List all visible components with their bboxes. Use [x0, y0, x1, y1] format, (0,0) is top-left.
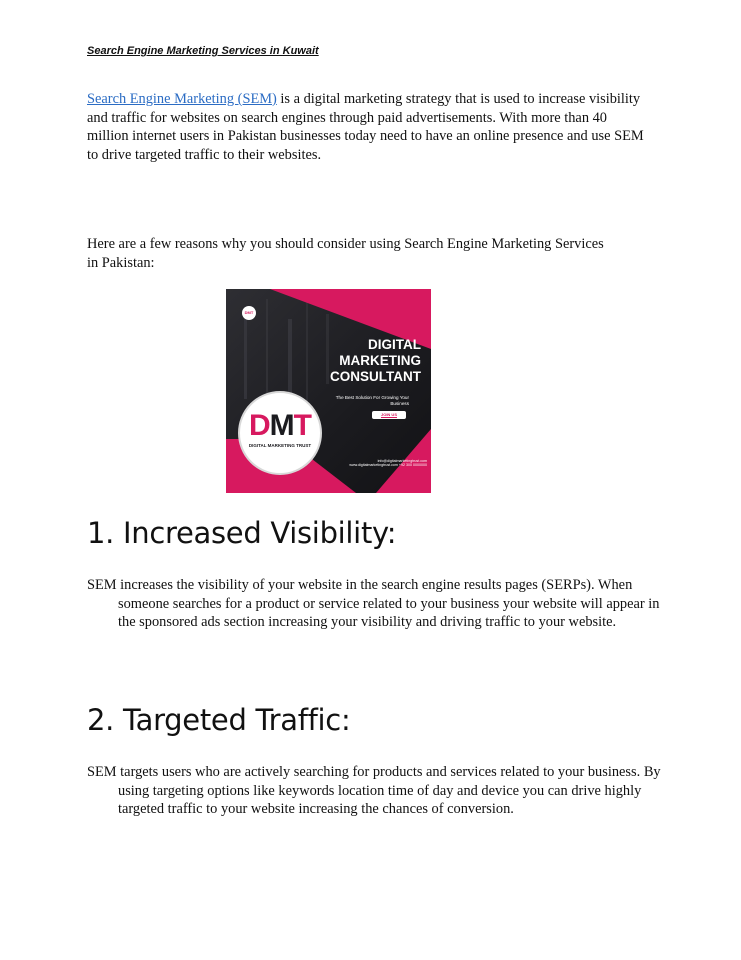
- banner-contact-info: info@digitalmarketingtrust.com www.digitalmarketingtrust.com +92 300 0000000: [349, 459, 427, 468]
- section-heading-visibility: 1. Increased Visibility:: [87, 516, 397, 550]
- dmt-logo-circle: [238, 391, 322, 475]
- banner-title: [330, 337, 421, 385]
- small-dmt-logo: DMT: [242, 306, 256, 320]
- section-body-targeted-traffic: SEM targets users who are actively searching for products and services related to your business. By using targeting options like keywords location time of day and device you can drive highly targeted traffic to your website increasing the chances of conversion.: [87, 764, 661, 818]
- logo-letter-t: T: [293, 409, 311, 442]
- reasons-intro: Here are a few reasons why you should consider using Search Engine Marketing Services in Pakistan:: [87, 236, 604, 271]
- banner-title-line3: CONSULTANT: [330, 369, 421, 384]
- dmt-logo: [240, 411, 320, 441]
- sem-link[interactable]: Search Engine Marketing (SEM): [87, 91, 277, 107]
- banner-tagline: The Best Solution For Growing Your Business: [335, 395, 409, 406]
- logo-letter-m: M: [269, 409, 294, 442]
- banner-join-button: JOIN US: [372, 411, 406, 419]
- section-heading-targeted-traffic: 2. Targeted Traffic:: [87, 703, 351, 737]
- banner-title-line1: DIGITAL: [368, 337, 421, 352]
- digital-marketing-banner-image: [226, 289, 431, 493]
- intro-paragraph: [87, 90, 647, 164]
- banner-title-line2: MARKETING: [339, 353, 421, 368]
- intro-text: is a digital marketing strategy that is used to increase visibility and traffic for websites on search engines through paid advertisements. With more than 40 million internet users in Pakistan businesses today need to have an online presence and use SEM to drive targeted traffic to their websites.: [87, 91, 644, 163]
- section-body-visibility: SEM increases the visibility of your website in the search engine results pages (SERPs). When someone searches for a product or service related to your business your website will appear in the sponsored ads section increasing your visibility and driving traffic to your website.: [87, 577, 660, 631]
- dmt-logo-subtitle: DIGITAL MARKETING TRUST: [248, 443, 312, 448]
- page-heading: Search Engine Marketing Services in Kuwait: [87, 45, 319, 57]
- logo-letter-d: D: [249, 409, 270, 442]
